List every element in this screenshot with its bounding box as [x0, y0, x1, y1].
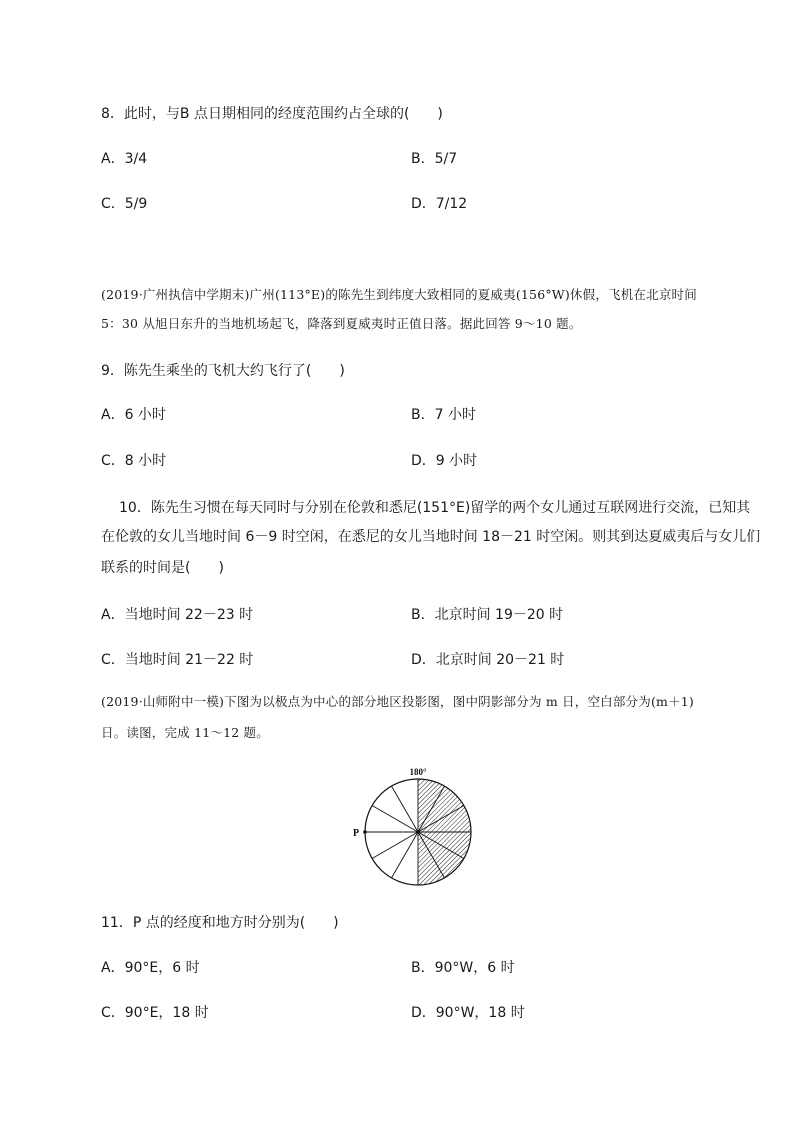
question-10-line3: 联系的时间是( ) [101, 560, 224, 576]
q9-option-c: C．8 小时 [101, 453, 167, 469]
q11-option-d: D．90°W，18 时 [411, 1005, 525, 1021]
polar-projection-figure [340, 760, 480, 890]
p-point-marker [363, 830, 367, 834]
intro-passage-9-10-line2: 5：30 从旭日东升的当地机场起飞，降落到夏威夷时正值日落。据此回答 9～10 题。 [101, 316, 582, 331]
q8-option-d: D．7/12 [411, 196, 468, 212]
q11-option-a: A．90°E，6 时 [101, 960, 200, 976]
intro-passage-11-12-line2: 日。读图，完成 11～12 题。 [101, 725, 269, 740]
pole-point [416, 830, 419, 833]
question-11-stem: 11．P 点的经度和地方时分别为( ) [101, 915, 339, 931]
q8-option-c: C．5/9 [101, 196, 148, 212]
question-9-stem: 9．陈先生乘坐的飞机大约飞行了( ) [101, 363, 345, 379]
intro-passage-9-10-line1: (2019·广州执信中学期末)广州(113°E)的陈先生到纬度大致相同的夏威夷(156°W)休假，飞机在北京时间 [101, 287, 697, 302]
q11-option-b: B．90°W，6 时 [411, 960, 515, 976]
polar-diagram [340, 760, 480, 890]
q11-option-c: C．90°E，18 时 [101, 1005, 209, 1021]
meridian-line [392, 786, 419, 832]
q8-option-a: A．3/4 [101, 151, 148, 167]
meridian-line [372, 806, 418, 833]
q9-option-d: D．9 小时 [411, 453, 478, 469]
question-10-line1: 10．陈先生习惯在每天同时与分别在伦敦和悉尼(151°E)留学的两个女儿通过互联网进行交流，已知其 [119, 500, 751, 516]
intro-passage-11-12-line1: (2019·山师附中一模)下图为以极点为中心的部分地区投影图，图中阴影部分为 m 日，空白部分为(m＋1) [101, 694, 694, 709]
q10-option-c: C．当地时间 21－22 时 [101, 652, 254, 668]
meridian-180-label: 180° [409, 767, 427, 777]
question-10-line2: 在伦敦的女儿当地时间 6－9 时空闲，在悉尼的女儿当地时间 18－21 时空闲。则其到达夏威夷后与女儿们 [101, 529, 761, 545]
question-8-stem: 8．此时，与B 点日期相同的经度范围约占全球的( ) [101, 106, 443, 122]
meridian-line [392, 832, 419, 878]
q9-option-a: A．6 小时 [101, 407, 166, 423]
q8-option-b: B．5/7 [411, 151, 458, 167]
q10-option-a: A．当地时间 22－23 时 [101, 607, 254, 623]
q10-option-b: B．北京时间 19－20 时 [411, 607, 564, 623]
meridian-line [372, 832, 418, 859]
point-p-label: P [352, 828, 360, 839]
q10-option-d: D．北京时间 20－21 时 [411, 652, 565, 668]
q9-option-b: B．7 小时 [411, 407, 476, 423]
